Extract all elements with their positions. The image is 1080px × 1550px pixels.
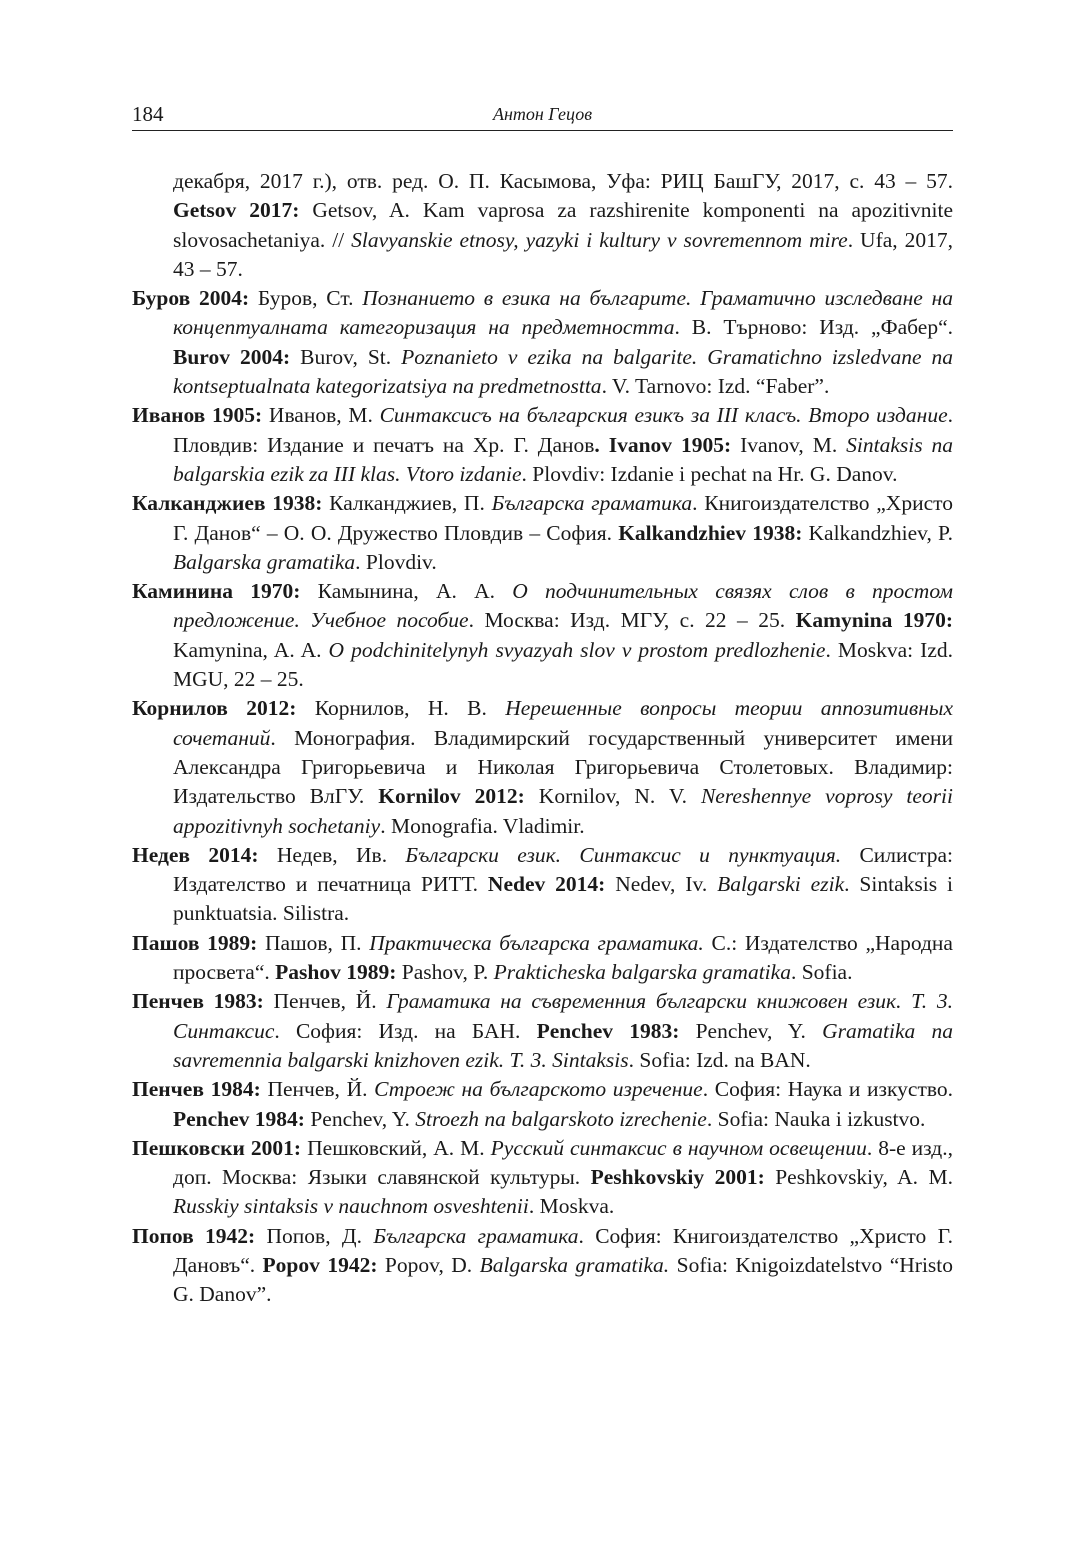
reference-text: Силистра: Издателство и печатница РИТТ.	[173, 842, 953, 897]
reference-entry	[132, 929, 953, 988]
reference-key: Каминина 1970:	[132, 579, 301, 604]
reference-text: Камынина, А. А.	[300, 579, 513, 604]
reference-key: Пенчев 1983:	[132, 989, 264, 1014]
reference-text: . Plovdiv.	[355, 549, 437, 574]
reference-title: Balgarska gramatika	[173, 549, 356, 574]
reference-entry	[132, 284, 953, 401]
reference-key: Kalkandzhiev 1938:	[618, 520, 803, 545]
reference-key: Penchev 1984:	[173, 1106, 305, 1131]
reference-text: . Москва: Изд. МГУ, с. 22 – 25.	[468, 608, 796, 633]
reference-title: Строеж на българското изречение	[374, 1077, 703, 1102]
reference-title: Balgarski ezik	[717, 872, 845, 897]
reference-text: . Sofia: Nauka i izkustvo.	[706, 1106, 926, 1131]
reference-text: . Ufa, 2017, 43 – 57.	[173, 227, 953, 281]
reference-text: Kamynina, A. A.	[173, 637, 329, 662]
reference-title: Българска граматика	[373, 1223, 579, 1248]
reference-text: Калканджиев, П.	[322, 491, 492, 516]
reference-title: O podchinitelynyh svyazyah slov v prostom predlozhenie	[328, 637, 826, 662]
reference-title: О подчинительных связях слов в простом предложение. Учебное пособие	[173, 579, 953, 633]
reference-text: . 8-е изд., доп. Москва: Языки славянской культуры.	[173, 1135, 953, 1190]
reference-key: Nedev 2014:	[487, 872, 606, 897]
reference-title: Balgarska gramatika.	[479, 1252, 670, 1277]
reference-text: Недев, Ив.	[258, 842, 406, 867]
reference-title: Практическа българска граматика.	[369, 930, 704, 955]
reference-title: Sintaksis na balgarskia ezik za III klas. Vtoro izdanie	[173, 432, 954, 486]
reference-key: Пенчев 1984:	[132, 1077, 261, 1102]
reference-text: Getsov, A. Kam vaprosa za razshirenite komponenti na apozitivnite slovosachetaniya. //	[173, 198, 954, 252]
reference-text: С.: Издателство „Народна просвета“.	[173, 930, 953, 985]
reference-text: . Монография. Владимирский государственный университет имени Александра Григорьевича и Николая Григорьевича Столетовых. Владимир: Издательство ВлГУ.	[173, 725, 953, 809]
reference-text: Ivanov, M.	[731, 432, 847, 457]
reference-entry	[132, 401, 953, 489]
reference-text: . София: Наука и изкуство.	[702, 1077, 953, 1102]
reference-title: Russkiy sintaksis v nauchnom osveshtenii	[173, 1194, 529, 1219]
reference-text: . Sintaksis i punktuatsia. Silistra.	[173, 872, 953, 926]
reference-text: Пашов, П.	[257, 930, 370, 955]
page-number: 184	[132, 102, 164, 126]
reference-list	[132, 167, 953, 1310]
reference-entry	[132, 1222, 953, 1310]
reference-text: . Книгоиздателство „Христо Г. Данов“ – О. О. Дружество Пловдив – София.	[173, 491, 953, 545]
reference-title: Граматика на съвременния български книжовен език. Т. 3. Синтаксис	[173, 989, 953, 1043]
reference-text: . Sofia.	[790, 960, 853, 985]
reference-entry	[132, 167, 953, 284]
reference-text: Popov, D.	[377, 1252, 480, 1277]
reference-title: Stroezh na balgarskoto izrechenie	[415, 1106, 707, 1131]
reference-entry	[132, 489, 953, 577]
reference-key: Peshkovskiy 2001:	[590, 1165, 765, 1190]
reference-text: декабря, 2017 г.), отв. ред. О. П. Касымова, Уфа: РИЦ БашГУ, 2017, с. 43 – 57.	[173, 169, 953, 193]
reference-title: Prakticheska balgarska gramatika	[493, 960, 791, 985]
reference-text: Kalkandzhiev, P.	[802, 520, 953, 545]
reference-entry	[132, 1134, 953, 1222]
reference-text: . Moskva.	[528, 1194, 615, 1219]
reference-title: Русский синтаксис в научном освещении	[490, 1135, 867, 1160]
reference-entry	[132, 987, 953, 1075]
reference-key: . Ivanov 1905:	[594, 432, 732, 457]
reference-text: Peshkovskiy, A. M.	[764, 1165, 953, 1190]
reference-key: Попов 1942:	[132, 1223, 256, 1248]
reference-text: Penchev, Y.	[679, 1018, 823, 1043]
reference-title: Синтаксисъ на българския езикъ за III класъ. Второ издание	[379, 403, 948, 428]
reference-title: Нерешенные вопросы теории аппозитивных сочетаний	[173, 696, 953, 750]
reference-entry	[132, 694, 953, 840]
reference-key: Корнилов 2012:	[132, 696, 297, 721]
reference-key: Пашов 1989:	[132, 930, 258, 955]
reference-key: Getsov 2017:	[173, 198, 300, 223]
reference-title: Slavyanskie etnosy, yazyki i kultury v sovremennom mire	[351, 227, 848, 252]
reference-key: Иванов 1905:	[132, 403, 263, 428]
reference-text: . София: Изд. на БАН.	[274, 1018, 537, 1043]
reference-text: . В. Търново: Изд. „Фабер“.	[674, 315, 953, 340]
reference-text: Иванов, М.	[262, 403, 380, 428]
reference-key: Kornilov 2012:	[378, 784, 525, 809]
reference-entry	[132, 841, 953, 929]
reference-key: Kamynina 1970:	[795, 608, 953, 633]
page-header	[132, 100, 953, 131]
reference-key: Burov 2004:	[173, 344, 291, 369]
reference-text: . Moskva: Izd. MGU, 22 – 25.	[173, 637, 953, 692]
reference-title: Българска граматика	[491, 491, 693, 516]
reference-key: Penchev 1983:	[536, 1018, 680, 1043]
reference-key: Буров 2004:	[132, 286, 250, 311]
reference-title: Български език. Синтаксис и пунктуация.	[405, 842, 842, 867]
reference-text: Буров, Ст.	[249, 286, 363, 311]
reference-key: Pashov 1989:	[275, 960, 397, 985]
reference-text: Пенчев, Й.	[260, 1077, 375, 1102]
reference-text: . Plovdiv: Izdanie i pechat na Hr. G. Danov.	[521, 461, 898, 486]
reference-key: Popov 1942:	[262, 1252, 378, 1277]
reference-entry	[132, 1075, 953, 1134]
reference-text: Pashov, P.	[396, 960, 494, 985]
reference-text: Пенчев, Й.	[263, 989, 387, 1014]
reference-text: Корнилов, Н. В.	[296, 696, 506, 721]
reference-text: Sofia: Knigoizdatelstvo “Hristo G. Danov”.	[173, 1252, 954, 1307]
reference-title: Познанието в езика на българите. Граматично изследване на концептуалната категоризация на предметността	[173, 286, 953, 340]
reference-key: Пешковски 2001:	[132, 1135, 302, 1160]
reference-text: Burov, St.	[290, 344, 402, 369]
reference-text: . София: Книгоиздателство „Христо Г. Дановъ“.	[173, 1223, 953, 1277]
reference-key: Калканджиев 1938:	[132, 491, 323, 516]
reference-title: Poznanieto v ezika na balgarite. Gramatichno izsledvane na kontseptualnata kategorizatsiya na predmetnostta	[173, 344, 953, 399]
reference-entry	[132, 577, 953, 694]
reference-text: Попов, Д.	[255, 1223, 374, 1248]
reference-text: Kornilov, N. V.	[524, 784, 701, 809]
running-title: Антон Гецов	[492, 104, 593, 124]
reference-title: Nereshennye voprosy teorii appozitivnyh sochetaniy	[173, 784, 954, 838]
reference-title: Gramatika na savremennia balgarski knizhoven ezik. T. 3. Sintaksis	[173, 1018, 953, 1072]
reference-key: Недев 2014:	[132, 842, 259, 867]
reference-text: . V. Tarnovo: Izd. “Faber”.	[601, 374, 830, 399]
reference-text: Nedev, Iv.	[605, 872, 718, 897]
reference-text: . Sofia: Izd. na BAN.	[628, 1047, 811, 1072]
reference-text: . Пловдив: Издание и печатъ на Хр. Г. Данов	[173, 403, 953, 457]
reference-text: Пешковский, А. М.	[301, 1135, 491, 1160]
reference-text: . Monografia. Vladimir.	[380, 813, 585, 838]
reference-text: Penchev, Y.	[304, 1106, 416, 1131]
